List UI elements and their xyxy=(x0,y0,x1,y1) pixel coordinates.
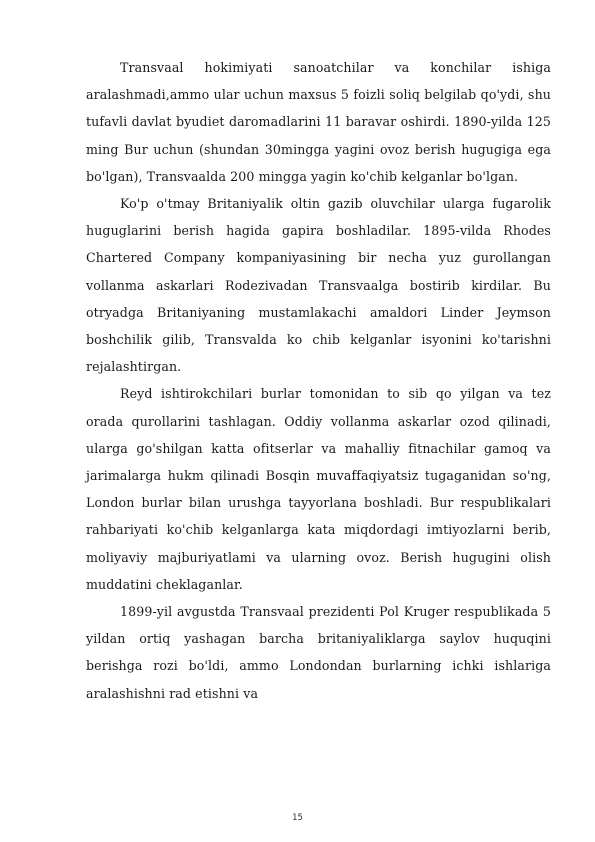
paragraph-2: Ko'p o'tmay Britaniyalik oltin gazib oluvchilar ularga fugarolik huguglarini berish hagida gapira boshladilar. 1895-vilda Rhodes Chartered Company kompaniyasining bir necha yuz gurollangan vollanma askarlari Rodezivadan Transvaalga bostirib kirdilar. Bu otryadga Britaniyaning mustamlakachi amaldori Linder Jeymson boshchilik gilib, Transvalda ko chib kelganlar isyonini ko'tarishni rejalashtirgan. xyxy=(86,196,551,375)
document-page xyxy=(86,54,551,707)
page-number: 15 xyxy=(292,813,303,823)
paragraph-3: Reyd ishtirokchilari burlar tomonidan to sib qo yilgan va tez orada qurollarini tashlagan. Oddiy vollanma askarlar ozod qilinadi, ularga go'shilgan katta ofitserlar va mahalliy fitnachilar gamoq va jarimalarga hukm qilinadi Bosqin muvaffaqiyatsiz tugaganidan so'ng, London burlar bilan urushga tayyorlana boshladi. Bur respublikalari rahbariyati ko'chib kelganlarga kata miqdordagi imtiyozlarni berib, moliyaviy majburiyatlami va ularning ovoz. Berish hugugini olish muddatini cheklaganlar. xyxy=(86,386,551,592)
paragraph-1: Transvaal hokimiyati sanoatchilar va konchilar ishiga aralashmadi,ammo ular uchun maxsus 5 foizli soliq belgilab qo'ydi, shu tufavli davlat byudiet daromadlarini 11 baravar oshirdi. 1890-yilda 125 ming Bur uchun (shundan 30mingga yagini ovoz berish hugugiga ega bo'lgan), Transvaalda 200 mingga yagin ko'chib kelganlar bo'lgan. xyxy=(86,60,551,184)
paragraph-4: 1899-yil avgustda Transvaal prezidenti Pol Kruger respublikada 5 yildan ortiq yashagan barcha britaniyaliklarga saylov huquqini berishga rozi bo'ldi, ammo Londondan burlarning ichki ishlariga aralashishni rad etishni va xyxy=(86,604,551,701)
